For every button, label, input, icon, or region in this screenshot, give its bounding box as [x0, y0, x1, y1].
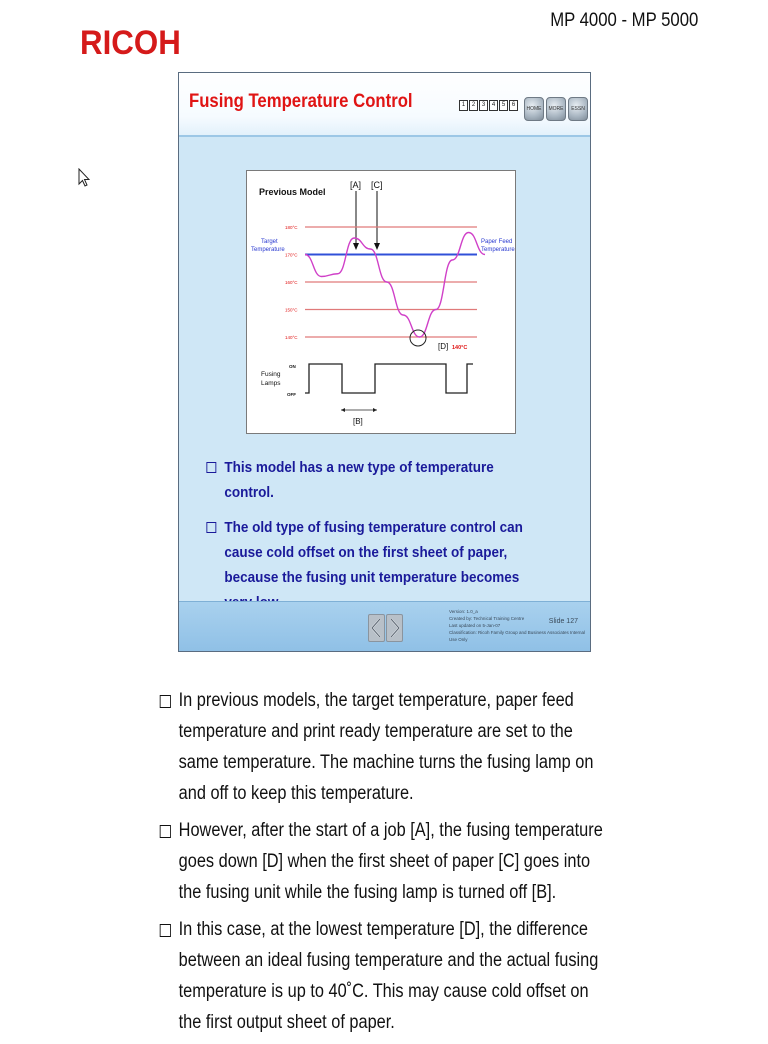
paper-feed-label-2: Temperature	[481, 247, 515, 253]
footer-meta-line: Version: 1.0_a	[449, 609, 478, 614]
slide-number: Slide 127	[548, 618, 578, 625]
footer-meta-line: Created by: Technical Training Centre	[449, 616, 525, 621]
slide-bullet	[201, 515, 543, 615]
temperature-lines	[285, 225, 477, 340]
checkbox-bullet-icon	[206, 462, 216, 473]
note-item	[158, 914, 605, 1038]
d-temp-label: 140°C	[452, 345, 468, 351]
label-a: [A]	[350, 180, 362, 190]
slide-panel	[178, 72, 591, 652]
footer-meta	[449, 608, 590, 643]
slide-bullet-text: This model has a new type of temperature control.	[224, 459, 494, 501]
slide-header	[179, 73, 590, 137]
slide-bullets	[201, 455, 581, 625]
chart-title: Previous Model	[259, 187, 326, 197]
temperature-tick-label: 160°C	[285, 280, 298, 285]
nav-box[interactable]: 6	[509, 100, 518, 111]
lowest-point-circle	[410, 330, 426, 346]
model-title: MP 4000 - MP 5000	[549, 10, 698, 31]
arrow-a-head	[353, 243, 359, 250]
mouse-cursor-icon	[78, 168, 90, 188]
nav-box[interactable]: 4	[489, 100, 498, 111]
paper-feed-label-1: Paper Feed	[481, 239, 513, 245]
note-item	[158, 685, 605, 809]
checkbox-bullet-icon	[160, 825, 171, 838]
fusing-lamp-signal	[305, 364, 473, 393]
footer-meta-line: Classification: Ricoh Family Group and Business Associates Internal Use Only	[449, 630, 586, 642]
label-c: [C]	[371, 180, 383, 190]
temperature-tick-label: 180°C	[285, 225, 298, 230]
nav-box[interactable]: 2	[469, 100, 478, 111]
nav-box[interactable]: 5	[499, 100, 508, 111]
more-button[interactable]: MORE	[546, 97, 566, 121]
next-slide-button[interactable]	[386, 614, 403, 642]
checkbox-bullet-icon	[160, 924, 171, 937]
target-temp-label-2: Temperature	[251, 247, 285, 253]
footer-meta-line: Last updated on 5-Jan-07	[449, 623, 501, 628]
ricoh-logo: RICOH	[80, 24, 181, 62]
notes-section	[158, 685, 678, 1044]
note-text: However, after the start of a job [A], the fusing temperature goes down [D] when the first sheet of paper [C] goes into the fusing unit while the fusing lamp is turned off [B].	[178, 820, 603, 903]
target-temp-label-1: Target	[261, 239, 278, 245]
note-item	[158, 815, 605, 908]
prev-slide-button[interactable]	[368, 614, 385, 642]
off-label: OFF	[287, 392, 296, 397]
slide-nav-boxes	[459, 100, 518, 111]
temperature-chart	[246, 170, 516, 434]
note-text: In previous models, the target temperature, paper feed temperature and print ready temperature are set to the same temperature. The machine turns the fusing lamp on and off to keep this temperature.	[178, 690, 594, 804]
home-button[interactable]: HOME	[524, 97, 544, 121]
arrow-c-head	[374, 243, 380, 250]
nav-box[interactable]: 3	[479, 100, 488, 111]
slide-bullet	[201, 455, 543, 505]
note-text: In this case, at the lowest temperature [D], the difference between an ideal fusing temperature and the actual fusing temperature is up to 40˚C. This may cause cold offset on the first output sheet of paper.	[178, 919, 599, 1033]
slide-title: Fusing Temperature Control	[189, 91, 413, 112]
temperature-curve	[305, 233, 485, 338]
checkbox-bullet-icon	[206, 522, 216, 533]
essn-button[interactable]: ESSN	[568, 97, 588, 121]
label-d: [D]	[438, 342, 449, 351]
temperature-tick-label: 140°C	[285, 335, 298, 340]
on-label: ON	[289, 364, 296, 369]
fusing-lamps-label-2: Lamps	[261, 380, 281, 387]
nav-box[interactable]: 1	[459, 100, 468, 111]
temperature-chart-svg	[247, 171, 515, 433]
label-b: [B]	[353, 417, 363, 426]
temperature-tick-label: 170°C	[285, 252, 298, 258]
checkbox-bullet-icon	[160, 695, 171, 708]
slide-footer	[179, 601, 590, 652]
arrow-right-icon	[387, 615, 402, 641]
fusing-lamps-label-1: Fusing	[261, 371, 281, 378]
slide-bullet-text: The old type of fusing temperature control can cause cold offset on the first sheet of paper, because the fusing unit temperature becomes	[224, 519, 523, 586]
temperature-tick-label: 150°C	[285, 307, 298, 313]
arrow-left-icon	[369, 615, 384, 641]
